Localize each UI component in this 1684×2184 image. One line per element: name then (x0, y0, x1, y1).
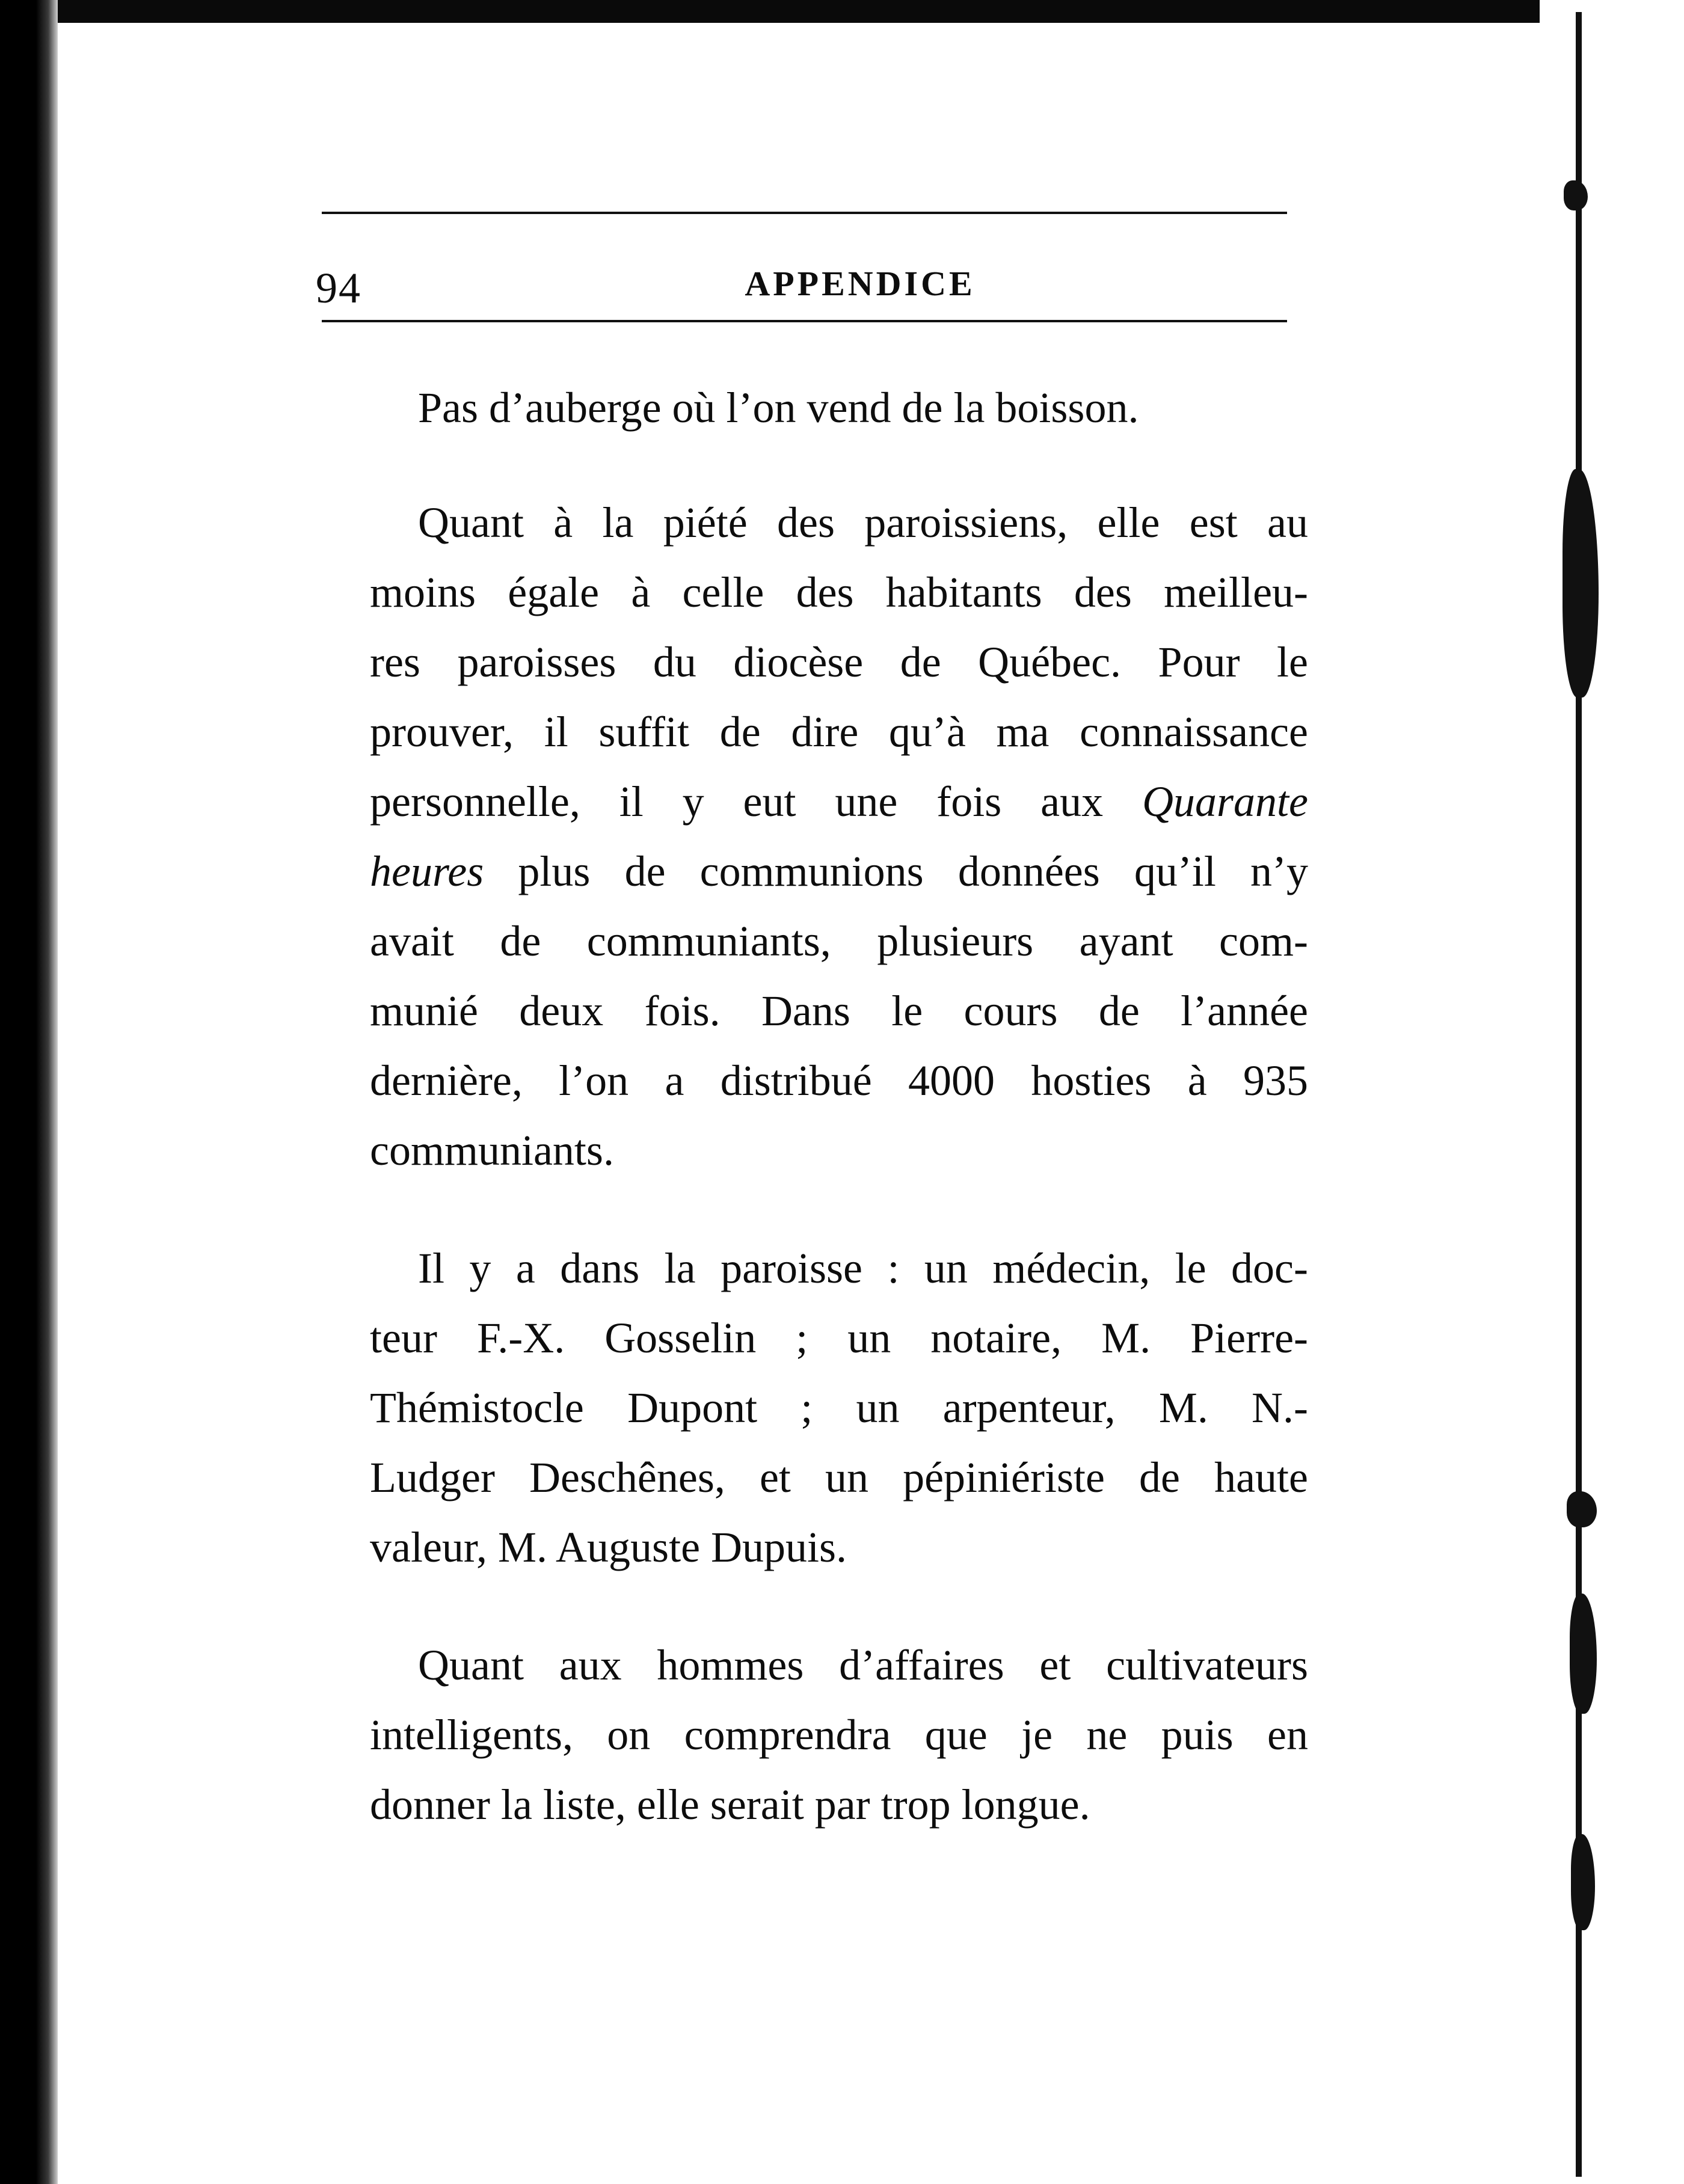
text-line: intelligents, on comprendra que je ne puis en (370, 1711, 1308, 1759)
text-line: Pas d’auberge où l’on vend de la boisson. (418, 384, 1139, 432)
text-line: prouver, il suffit de dire qu’à ma connaissance (370, 708, 1308, 756)
header-rule-top (322, 212, 1287, 214)
text-line (322, 767, 1308, 836)
text-line: donner la liste, elle serait par trop longue. (370, 1781, 1090, 1829)
text-line: munié deux fois. Dans le cours de l’année (370, 987, 1308, 1035)
header-rule-bottom (322, 320, 1287, 322)
paragraph (322, 373, 1308, 443)
scan-margin-right (1540, 0, 1684, 2184)
text-line: Quant aux hommes d’affaires et cultivateurs (418, 1641, 1308, 1689)
text-line: Thémistocle Dupont ; un arpenteur, M. N.- (370, 1384, 1308, 1432)
text-line: avait de communiants, plusieurs ayant com- (370, 917, 1308, 965)
paragraph (322, 1233, 1308, 1582)
scan-blot (1564, 180, 1588, 210)
text-segment: plus de communions données qu’il n’y (518, 847, 1308, 895)
text-segment: personnelle, il y eut une fois aux (370, 778, 1143, 826)
text-line (322, 836, 1308, 906)
paragraph (322, 488, 1308, 1185)
scan-border-left (0, 0, 58, 2184)
text-line: res paroisses du diocèse de Québec. Pour le (370, 638, 1308, 686)
text-line: teur F.-X. Gosselin ; un notaire, M. Pierre- (370, 1314, 1308, 1362)
paragraph (322, 1630, 1308, 1839)
italic-phrase: heures (370, 847, 484, 895)
running-head: APPENDICE (745, 264, 976, 303)
text-line: communiants. (370, 1126, 614, 1174)
text-line: valeur, M. Auguste Dupuis. (370, 1523, 847, 1571)
text-line: Ludger Deschênes, et un pépiniériste de haute (370, 1453, 1308, 1502)
text-line: Il y a dans la paroisse : un médecin, le doc- (418, 1244, 1308, 1292)
scan-border-top (0, 0, 1684, 23)
text-line: moins égale à celle des habitants des meilleu- (370, 568, 1308, 616)
body-text (322, 373, 1308, 1888)
text-line: Quant à la piété des paroissiens, elle est au (418, 498, 1308, 547)
page-number: 94 (316, 264, 361, 312)
text-line: dernière, l’on a distribué 4000 hosties à 935 (370, 1057, 1308, 1105)
italic-phrase: Quarante (1142, 778, 1308, 826)
